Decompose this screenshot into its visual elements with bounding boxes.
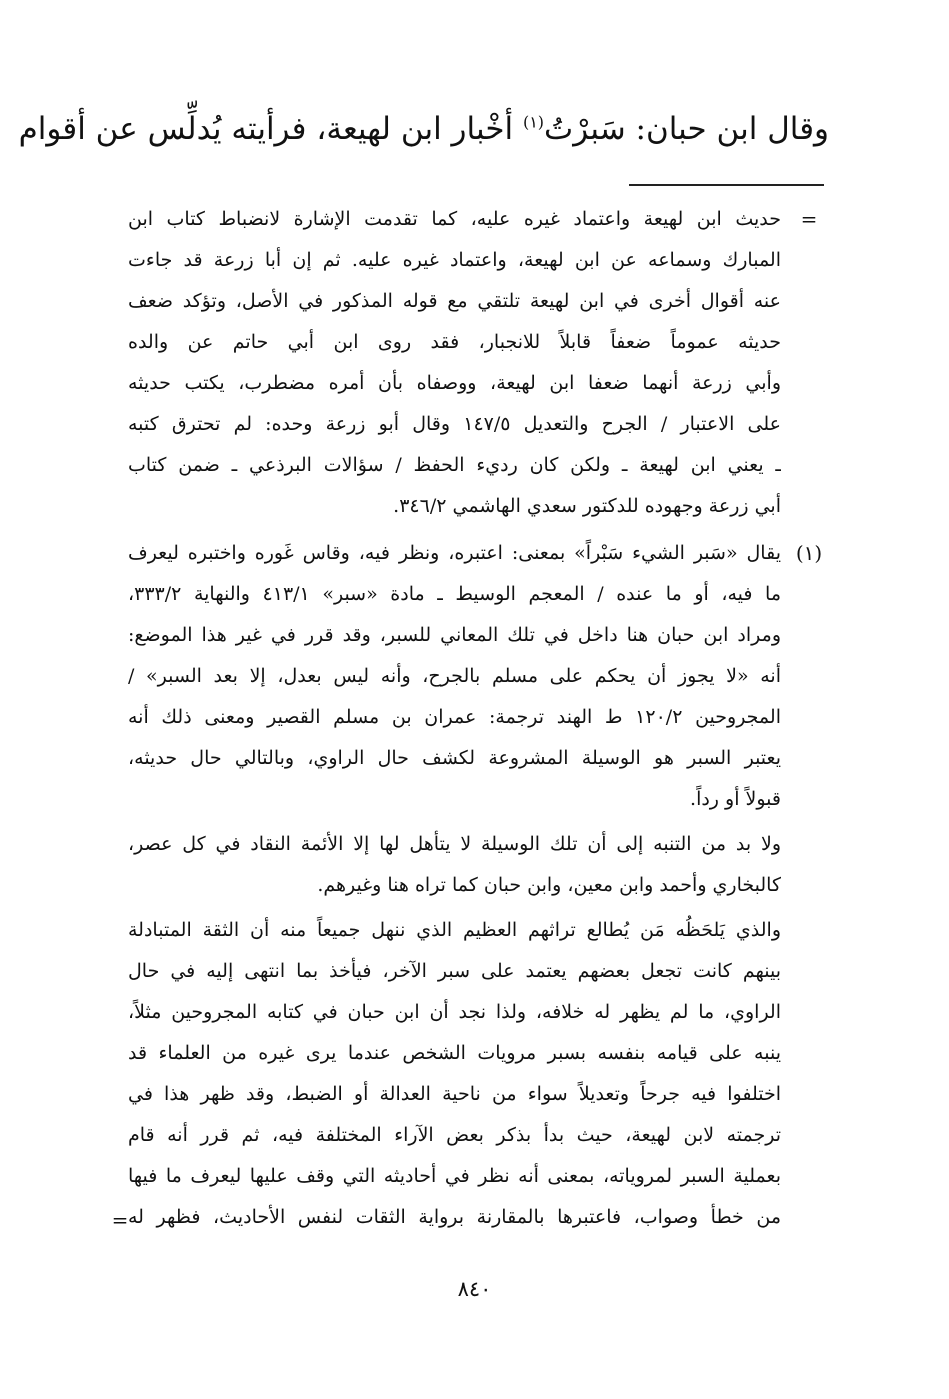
footnote-line: ما فيه، أو ما عنده / المعجم الوسيط ـ مادة «سبر» ٤١٣/١ والنهاية ٣٣٣/٢، [128,583,781,605]
continued-footnote [128,199,818,527]
footnote-line: كالبخاري وأحمد وابن معين، وابن حبان كما تراه هنا وغيرهم. [317,874,781,896]
footnote-line: أبي زرعة وجهوده للدكتور سعدي الهاشمي ٣٤٦/٢. [393,495,781,517]
footnote-line: بعملية السبر لمروياته، بمعنى أنه نظر في أحاديثه التي وقف عليها ليعرف ما فيها [128,1165,781,1187]
footnote-line: أنه «لا يجوز أن يحكم على مسلم بالجرح، وأنه ليس بعدل، إلا بعد السبر» / [128,665,781,687]
footnote-line: اختلفوا فيه جرحاً وتعديلاً سواء من ناحية العدالة أو الضبط، وقد ظهر هذا في [128,1083,781,1105]
footnote-line: والذي يَلحَظُه مَن يُطالع تراثهم العظيم الذي ننهل جميعاً منه أن الثقة المتبادلة [128,919,781,941]
footnote-line: عنه أقوال أخرى في ابن لهيعة تلتقي مع قوله المذكور في الأصل، وتؤكد ضعف [128,290,781,312]
footnote-line: على الاعتبار / الجرح والتعديل ١٤٧/٥ وقال أبو زرعة وحده: لم تحترق كتبه [128,413,781,435]
footnote-line: وأبي زرعة أنهما ضعفا ابن لهيعة، ووصفاه بأن أمره مضطرب، يكتب حديثه [128,372,781,394]
footnote-separator [629,184,824,186]
footnote-line: من خطأ وصواب، فاعتبرها بالمقارنة برواية الثقات لنفس الأحاديث، فظهر له [128,1206,781,1228]
footnote-line: ومراد ابن حبان هنا داخل في تلك المعاني للسبر، وقد قرر في غير هذا الموضع: [128,624,781,646]
footnotes-area [128,199,823,1238]
footnote-1-marker: (١) [795,541,823,565]
footnote-line: المجروحين ١٢٠/٢ ط الهند ترجمة: عمران بن مسلم القصير ومعنى ذلك أنه [128,706,781,728]
main-text-after-marker: أخْبار ابن لهيعة، فرأيته يُدلِّس عن أقوام [18,111,523,147]
footnote-line: حديثه عموماً ضعفاً قابلاً للانجبار، فقد روى ابن أبي حاتم عن والده [128,331,781,353]
footnote-reference-1: (١) [522,112,545,132]
footnote-paragraph-2 [128,824,781,906]
footnote-line: المبارك وسماعه عن ابن لهيعة، واعتماد غيره عليه. ثم إن أبا زرعة قد جاءت [128,249,781,271]
footnote-line: يقال «سَبر الشيء سَبْراً» بمعنى: اعتبره، ونظر فيه، وقاس غَوره واختبره ليعرف [128,542,781,564]
footnote-line: ترجمته لابن لهيعة، حيث بدأ بذكر بعض الآراء المختلفة فيه، ثم قرر أنه قام [128,1124,781,1146]
footnote-paragraph-3 [128,910,781,1238]
page-number: ٨٤٠ [457,1277,492,1301]
footnote-1 [128,533,823,820]
footnote-line: بينهم كانت تجعل بعضهم يعتمد على سبر الآخر، فيأخذ بما انتهى إليه في حال [128,960,781,982]
main-text-before-marker: وقال ابن حبان: سَبرْتُ [544,111,829,147]
footnote-line: ينبه على قيامه بنفسه بسبر مرويات الشخص عندما يرى غيره من العلماء قد [128,1042,781,1064]
footnote-line: حديث ابن لهيعة واعتماد غيره عليه، كما تقدمت الإشارة لانضباط كتاب ابن [128,208,781,230]
footnote-line: الراوي، ما لم يظهر له خلافه، ولذا نجد أن ابن حبان في كتابه المجروحين مثلاً، [128,1001,781,1023]
footnote-line: ـ يعني ابن لهيعة ـ ولكن كان رديء الحفظ / سؤالات البرذعي ـ ضمن كتاب [128,454,781,476]
main-text-line [18,100,829,158]
continuation-marker: = [111,1208,129,1232]
continued-note-marker: = [800,207,818,231]
footnote-line: قبولاً أو رداً. [690,788,781,810]
footnote-line: يعتبر السبر هو الوسيلة المشروعة لكشف حال الراوي، وبالتالي حال حديثه، [128,747,781,769]
footnote-line: ولا بد من التنبه إلى أن تلك الوسيلة لا يتأهل لها إلا الأئمة النقاد في كل عصر، [128,833,781,855]
